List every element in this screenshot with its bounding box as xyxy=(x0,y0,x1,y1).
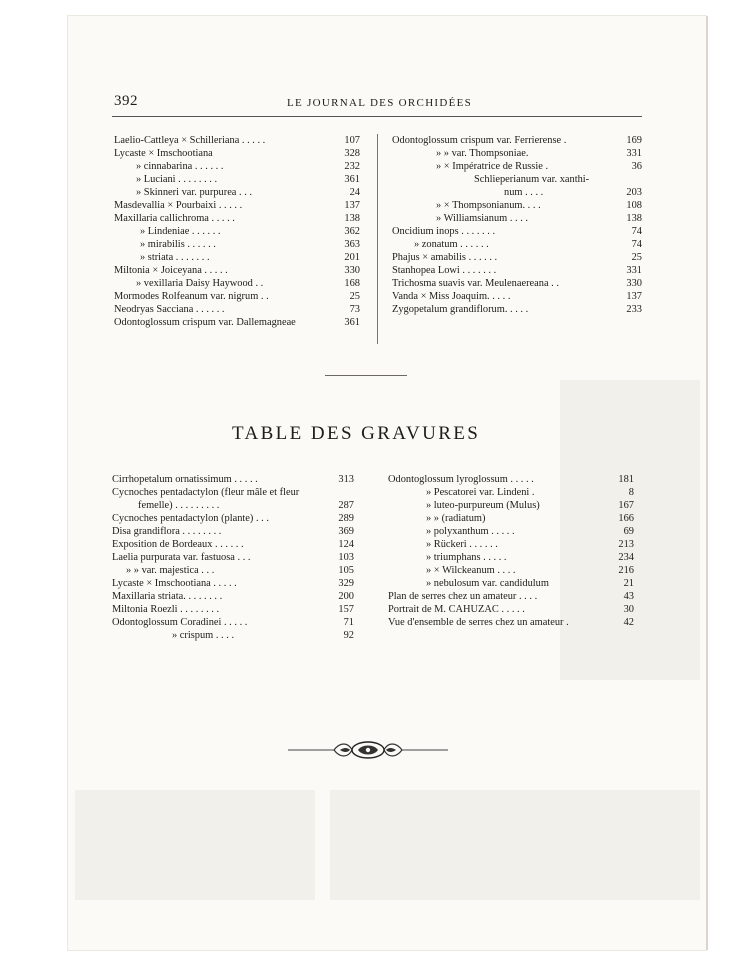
index-entry xyxy=(392,160,642,173)
entry-page: 181 xyxy=(618,474,634,485)
entry-page: 169 xyxy=(626,135,642,146)
entry-page: 43 xyxy=(623,591,634,602)
index-entry xyxy=(114,212,360,225)
entry-name: Maxillaria callichroma . . . . . xyxy=(114,213,235,224)
entry-name: » × Thompsonianum. . . . xyxy=(436,200,541,211)
entry-page: 287 xyxy=(338,500,354,511)
entry-page: 36 xyxy=(631,161,642,172)
entry-page: 362 xyxy=(344,226,360,237)
entry-page: 74 xyxy=(631,226,642,237)
entry-page: 74 xyxy=(631,239,642,250)
gravure-entry xyxy=(388,551,634,564)
index-entry xyxy=(392,303,642,316)
journal-title: LE JOURNAL DES ORCHIDÉES xyxy=(287,97,473,109)
entry-page: 330 xyxy=(344,265,360,276)
entry-page: 361 xyxy=(344,174,360,185)
entry-name: Mormodes Rolfeanum var. nigrum . . xyxy=(114,291,269,302)
entry-page: 105 xyxy=(338,565,354,576)
gravure-entry xyxy=(388,512,634,525)
index-entry xyxy=(392,238,642,251)
entry-page: 328 xyxy=(344,148,360,159)
entry-page: 167 xyxy=(618,500,634,511)
entry-name: » × Wilckeanum . . . . xyxy=(426,565,516,576)
entry-name: Laelio-Cattleya × Schilleriana . . . . . xyxy=(114,135,266,146)
entry-name: » Rückeri . . . . . . xyxy=(426,539,498,550)
entry-name: Plan de serres chez un amateur . . . . xyxy=(388,591,538,602)
entry-name: » Lindeniae . . . . . . xyxy=(140,226,221,237)
entry-name: » vexillaria Daisy Haywood . . xyxy=(136,278,264,289)
entry-page: 361 xyxy=(344,317,360,328)
gravure-entry xyxy=(112,629,354,642)
gravure-entry xyxy=(388,473,634,486)
entry-page: 30 xyxy=(623,604,634,615)
entry-name: » » var. majestica . . . xyxy=(126,565,215,576)
entry-name: » polyxanthum . . . . . xyxy=(426,526,515,537)
index-entry xyxy=(114,264,360,277)
index-left-column xyxy=(114,134,360,329)
entry-name: » Pescatorei var. Lindeni . xyxy=(426,487,535,498)
gravure-entry xyxy=(388,616,634,629)
entry-name: » crispum . . . . xyxy=(172,630,235,641)
gravure-entry xyxy=(112,564,354,577)
gravure-entry xyxy=(112,499,354,512)
bleed-through xyxy=(330,790,700,900)
entry-page: 103 xyxy=(338,552,354,563)
entry-page: 201 xyxy=(344,252,360,263)
entry-name: » Luciani . . . . . . . . xyxy=(136,174,218,185)
index-entry xyxy=(392,251,642,264)
entry-page: 369 xyxy=(338,526,354,537)
entry-page: 330 xyxy=(626,278,642,289)
index-entry xyxy=(392,212,642,225)
entry-name: » mirabilis . . . . . . xyxy=(140,239,216,250)
entry-name: » zonatum . . . . . . xyxy=(414,239,489,250)
entry-name: » × Impératrice de Russie . xyxy=(436,161,549,172)
bleed-through xyxy=(75,790,315,900)
entry-name: femelle) . . . . . . . . . xyxy=(138,500,220,511)
entry-page: 42 xyxy=(623,617,634,628)
entry-page: 203 xyxy=(626,187,642,198)
index-entry xyxy=(392,199,642,212)
entry-name: Portrait de M. CAHUZAC . . . . . xyxy=(388,604,525,615)
entry-page: 24 xyxy=(349,187,360,198)
entry-name: Oncidium inops . . . . . . . xyxy=(392,226,496,237)
index-entry xyxy=(114,173,360,186)
entry-name: » Skinneri var. purpurea . . . xyxy=(136,187,253,198)
index-entry xyxy=(392,290,642,303)
entry-name: » luteo-purpureum (Mulus) xyxy=(426,500,540,511)
entry-name: » triumphans . . . . . xyxy=(426,552,507,563)
index-entry xyxy=(114,316,360,329)
gravure-entry xyxy=(388,590,634,603)
entry-page: 138 xyxy=(626,213,642,224)
entry-page: 73 xyxy=(349,304,360,315)
entry-page: 138 xyxy=(344,213,360,224)
index-entry xyxy=(114,199,360,212)
entry-page: 21 xyxy=(623,578,634,589)
entry-name: » striata . . . . . . . xyxy=(140,252,210,263)
entry-page: 137 xyxy=(626,291,642,302)
entry-name: Schlieperianum var. xanthi- xyxy=(474,174,590,185)
index-entry xyxy=(114,238,360,251)
gravure-entry xyxy=(112,525,354,538)
section-separator-rule xyxy=(325,375,407,376)
gravure-entry xyxy=(388,564,634,577)
page-edge xyxy=(706,16,708,950)
column-divider xyxy=(377,134,378,344)
index-entry xyxy=(114,134,360,147)
index-entry xyxy=(114,147,360,160)
gravure-entry xyxy=(388,538,634,551)
entry-page: 92 xyxy=(343,630,354,641)
gravure-entry xyxy=(388,525,634,538)
gravure-entry xyxy=(112,538,354,551)
entry-page: 108 xyxy=(626,200,642,211)
entry-page: 25 xyxy=(631,252,642,263)
entry-page: 200 xyxy=(338,591,354,602)
index-entry xyxy=(392,277,642,290)
entry-page: 331 xyxy=(626,265,642,276)
index-entry xyxy=(392,147,642,160)
index-entry xyxy=(114,290,360,303)
entry-name: Miltonia Roezli . . . . . . . . xyxy=(112,604,220,615)
entry-page: 124 xyxy=(338,539,354,550)
gravure-entry xyxy=(388,577,634,590)
entry-name: Maxillaria striata. . . . . . . . xyxy=(112,591,223,602)
entry-name: Odontoglossum crispum var. Dallemagneae xyxy=(114,317,296,328)
index-entry xyxy=(114,186,360,199)
entry-page: 166 xyxy=(618,513,634,524)
gravure-entry xyxy=(388,499,634,512)
gravure-entry xyxy=(112,603,354,616)
page-number: 392 xyxy=(114,93,138,109)
entry-name: » » var. Thompsoniae. xyxy=(436,148,529,159)
index-entry xyxy=(392,134,642,147)
section-title: TABLE DES GRAVURES xyxy=(232,423,481,444)
entry-page: 137 xyxy=(344,200,360,211)
entry-page: 69 xyxy=(623,526,634,537)
entry-name: Neodryas Sacciana . . . . . . xyxy=(114,304,225,315)
index-entry xyxy=(114,225,360,238)
header-rule xyxy=(112,116,642,117)
entry-name: » Williamsianum . . . . xyxy=(436,213,529,224)
entry-page: 157 xyxy=(338,604,354,615)
entry-name: Odontoglossum Coradinei . . . . . xyxy=(112,617,248,628)
entry-name: » » (radiatum) xyxy=(426,513,486,524)
entry-name: Odontoglossum crispum var. Ferrierense . xyxy=(392,135,567,146)
entry-page: 71 xyxy=(343,617,354,628)
entry-name: Lycaste × Imschootiana xyxy=(114,148,213,159)
entry-name: Stanhopea Lowi . . . . . . . xyxy=(392,265,497,276)
entry-page: 25 xyxy=(349,291,360,302)
index-entry xyxy=(114,251,360,264)
entry-page: 313 xyxy=(338,474,354,485)
entry-page: 234 xyxy=(618,552,634,563)
entry-page: 8 xyxy=(628,487,634,498)
index-entry xyxy=(114,160,360,173)
entry-name: Cycnoches pentadactylon (fleur mâle et fleur xyxy=(112,487,300,498)
gravure-entry xyxy=(388,603,634,616)
index-entry xyxy=(392,186,642,199)
index-entry xyxy=(392,173,642,186)
gravure-entry xyxy=(388,486,634,499)
entry-name: Odontoglossum lyroglossum . . . . . xyxy=(388,474,534,485)
index-entry xyxy=(114,277,360,290)
entry-page: 289 xyxy=(338,513,354,524)
entry-page: 213 xyxy=(618,539,634,550)
gravure-entry xyxy=(112,616,354,629)
gravures-left-column xyxy=(112,473,354,642)
entry-name: Laelia purpurata var. fastuosa . . . xyxy=(112,552,251,563)
gravure-entry xyxy=(112,512,354,525)
gravure-entry xyxy=(112,486,354,499)
gravure-entry xyxy=(112,577,354,590)
entry-page: 168 xyxy=(344,278,360,289)
entry-name: Cirrhopetalum ornatissimum . . . . . xyxy=(112,474,258,485)
entry-name: num . . . . xyxy=(504,187,544,198)
decorative-ornament-icon xyxy=(288,740,448,760)
entry-name: Vue d'ensemble de serres chez un amateur . xyxy=(388,617,569,628)
entry-name: Exposition de Bordeaux . . . . . . xyxy=(112,539,244,550)
index-right-column xyxy=(392,134,642,316)
gravures-right-column xyxy=(388,473,634,629)
index-entry xyxy=(114,303,360,316)
entry-name: Masdevallia × Pourbaixi . . . . . xyxy=(114,200,243,211)
entry-name: Miltonia × Joiceyana . . . . . xyxy=(114,265,228,276)
entry-name: Trichosma suavis var. Meulenaereana . . xyxy=(392,278,559,289)
entry-name: Zygopetalum grandiflorum. . . . . xyxy=(392,304,529,315)
gravure-entry xyxy=(112,473,354,486)
gravure-entry xyxy=(112,590,354,603)
entry-page: 107 xyxy=(344,135,360,146)
entry-name: » nebulosum var. candidulum xyxy=(426,578,549,589)
entry-page: 232 xyxy=(344,161,360,172)
gravure-entry xyxy=(112,551,354,564)
entry-name: Cycnoches pentadactylon (plante) . . . xyxy=(112,513,269,524)
entry-name: Disa grandiflora . . . . . . . . xyxy=(112,526,222,537)
entry-page: 363 xyxy=(344,239,360,250)
entry-page: 233 xyxy=(626,304,642,315)
entry-name: Lycaste × Imschootiana . . . . . xyxy=(112,578,237,589)
index-entry xyxy=(392,225,642,238)
entry-page: 331 xyxy=(626,148,642,159)
entry-page: 216 xyxy=(618,565,634,576)
index-entry xyxy=(392,264,642,277)
entry-page: 329 xyxy=(338,578,354,589)
entry-name: Vanda × Miss Joaquim. . . . . xyxy=(392,291,511,302)
entry-name: Phajus × amabilis . . . . . . xyxy=(392,252,498,263)
entry-name: » cinnabarina . . . . . . xyxy=(136,161,224,172)
